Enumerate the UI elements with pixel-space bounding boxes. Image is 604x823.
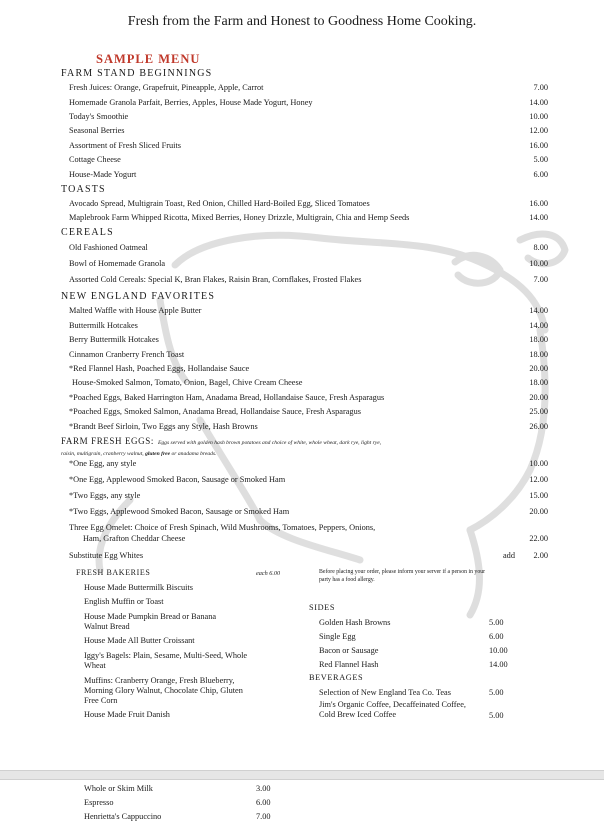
menu-item: Buttermilk Hotcakes [69,321,138,330]
farm-eggs-note-gluten-free: gluten free [145,451,171,457]
substitute-item: Substitute Egg Whites [69,551,144,560]
bakeries-each-price: each 6.00 [256,570,281,577]
tagline: Fresh from the Farm and Honest to Goodness Home Cooking. [127,14,477,29]
farm-eggs-note-end: or anadama breads. [170,451,217,457]
menu-item-price: 18.00 [529,378,548,387]
beverage-item-price: 5.00 [489,711,504,720]
farm-eggs-header [61,436,391,458]
bakery-item: House Made Fruit Danish [84,710,170,719]
menu-item-price: 26.00 [529,422,548,431]
beverage-item-price: 5.00 [489,688,504,697]
drink-item-price: 7.00 [256,812,271,821]
section-title-sides: SIDES [309,603,336,612]
side-item: Red Flannel Hash [319,660,379,669]
menu-item: Malted Waffle with House Apple Butter [69,306,202,315]
menu-item: Seasonal Berries [69,126,125,135]
menu-item-price: 10.00 [529,459,548,468]
drink-item: Henrietta's Cappuccino [84,812,162,821]
allergy-note: Before placing your order, please inform your server if a person in your party has a food allergy. [319,569,486,583]
section-title-farm-stand: FARM STAND BEGINNINGS [61,68,213,79]
menu-item: *Brandt Beef Sirloin, Two Eggs any Style, Hash Browns [69,422,258,431]
menu-item-price: 20.00 [529,393,548,402]
menu-item-price: 10.00 [529,259,548,268]
bakery-item: Iggy's Bagels: Plain, Sesame, Multi-Seed, Whole Wheat [84,651,248,670]
menu-item-price: 16.00 [529,199,548,208]
menu-item: *Poached Eggs, Smoked Salmon, Anadama Bread, Hollandaise Sauce, Fresh Asparagus [69,407,361,416]
menu-item-price: 14.00 [529,321,548,330]
drink-item-price: 6.00 [256,798,271,807]
section-title-cereals: CEREALS [61,227,114,238]
menu-item-price: 15.00 [529,491,548,500]
section-title-toasts: TOASTS [61,184,106,195]
menu-item-price: 25.00 [529,407,548,416]
menu-item-price: 6.00 [533,170,548,179]
menu-item: Assortment of Fresh Sliced Fruits [69,141,182,150]
menu-item-price: 14.00 [529,98,548,107]
omelet-item-line2: Ham, Grafton Cheddar Cheese [83,534,186,543]
menu-item: Assorted Cold Cereals: Special K, Bran Flakes, Raisin Bran, Cornflakes, Frosted Flakes [69,275,362,284]
menu-item-price: 8.00 [533,243,548,252]
beverage-item: Jim's Organic Coffee, Decaffeinated Coffee, Cold Brew Iced Coffee [319,700,466,719]
menu-item: Cinnamon Cranberry French Toast [69,350,185,359]
menu-item-price: 2.00 [533,551,548,560]
menu-item: Cottage Cheese [69,155,121,164]
menu-item-price: 12.00 [529,475,548,484]
drink-item-price: 3.00 [256,784,271,793]
menu-item: Homemade Granola Parfait, Berries, Apples, House Made Yogurt, Honey [69,98,313,107]
section-title-bakeries: FRESH BAKERIES [76,568,151,577]
menu-item-price: 22.00 [529,534,548,543]
menu-item: House-Smoked Salmon, Tomato, Onion, Bagel, Chive Cream Cheese [72,378,303,387]
menu-item-price: 18.00 [529,350,548,359]
menu-item: Berry Buttermilk Hotcakes [69,335,159,344]
side-item: Bacon or Sausage [319,646,379,655]
menu-item-price: 7.00 [533,275,548,284]
menu-item: Today's Smoothie [69,112,129,121]
menu-item: *One Egg, any style [69,459,137,468]
side-item-price: 6.00 [489,632,504,641]
menu-item-price: 18.00 [529,335,548,344]
side-item: Single Egg [319,632,356,641]
menu-item: Fresh Juices: Orange, Grapefruit, Pineapple, Apple, Carrot [69,83,264,92]
menu-item: House-Made Yogurt [69,170,137,179]
menu-item-price: 5.00 [533,155,548,164]
menu-item-price: 16.00 [529,141,548,150]
bakery-item: House Made All Butter Croissant [84,636,195,645]
substitute-add-label: add [503,551,515,560]
menu-item-price: 20.00 [529,507,548,516]
section-title-farm-eggs: FARM FRESH EGGS: [61,436,154,446]
menu-item: *Two Eggs, any style [69,491,141,500]
menu-item: *One Egg, Applewood Smoked Bacon, Sausage or Smoked Ham [69,475,286,484]
side-item: Golden Hash Browns [319,618,391,627]
beverage-item: Selection of New England Tea Co. Teas [319,688,451,697]
side-item-price: 5.00 [489,618,504,627]
menu-item: Avocado Spread, Multigrain Toast, Red Onion, Chilled Hard-Boiled Egg, Sliced Tomatoes [69,199,370,208]
side-item-price: 14.00 [489,660,508,669]
bakery-item: Muffins: Cranberry Orange, Fresh Blueberry, Morning Glory Walnut, Chocolate Chip, Gluten Free Corn [84,676,243,705]
menu-item: Old Fashioned Oatmeal [69,243,148,252]
menu-item-price: 10.00 [529,112,548,121]
menu-item: *Poached Eggs, Baked Harrington Ham, Anadama Bread, Hollandaise Sauce, Fresh Asparagus [69,393,385,402]
menu-item: *Red Flannel Hash, Poached Eggs, Hollandaise Sauce [69,364,250,373]
drink-item: Whole or Skim Milk [84,784,153,793]
menu-item: Maplebrook Farm Whipped Ricotta, Mixed Berries, Honey Drizzle, Multigrain, Chia and Hemp Seeds [69,213,410,222]
menu-item: Bowl of Homemade Granola [69,259,166,268]
menu-item-price: 7.00 [533,83,548,92]
section-title-new-england: NEW ENGLAND FAVORITES [61,291,216,302]
omelet-item-line1: Three Egg Omelet: Choice of Fresh Spinach, Wild Mushrooms, Tomatoes, Peppers, Onions, [69,523,376,532]
bakery-item: House Made Pumpkin Bread or Banana Walnut Bread [84,612,217,631]
drink-item: Espresso [84,798,114,807]
menu-item-price: 14.00 [529,306,548,315]
menu-item-price: 12.00 [529,126,548,135]
menu-item: *Two Eggs, Applewood Smoked Bacon, Sausage or Smoked Ham [69,507,290,516]
page-divider [0,770,604,780]
side-item-price: 10.00 [489,646,508,655]
farm-eggs-note: Eggs served with golden hash brown potatoes and choice of white, whole wheat, dark rye, light rye, raisin, multigrain, cranberry walnut, [61,440,382,457]
menu-item-price: 14.00 [529,213,548,222]
bakery-item: House Made Buttermilk Biscuits [84,583,194,592]
sample-menu-heading: SAMPLE MENU [96,52,201,66]
bakery-item: English Muffin or Toast [84,597,164,606]
section-title-beverages: BEVERAGES [309,673,364,682]
menu-item-price: 20.00 [529,364,548,373]
